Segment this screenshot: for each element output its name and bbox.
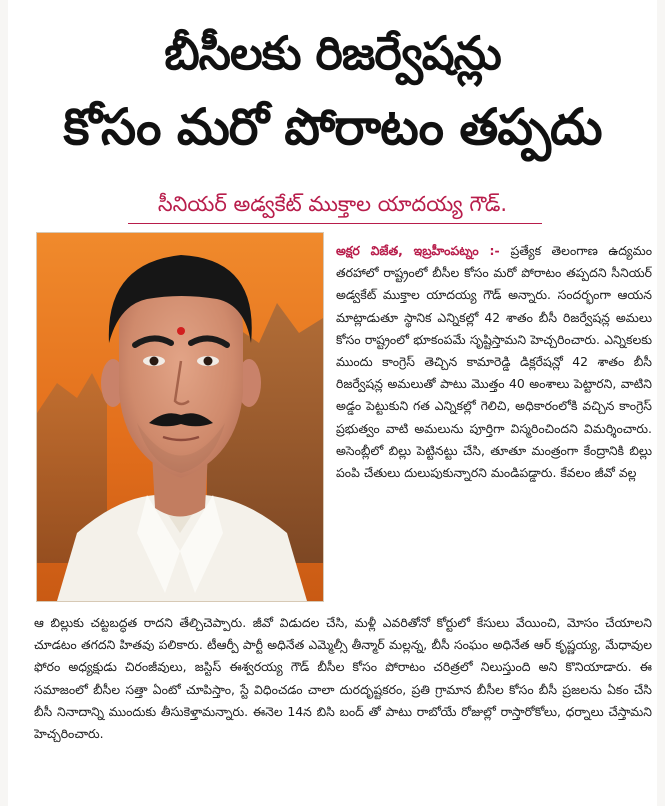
portrait-illustration (37, 233, 323, 601)
subheadline-underline (128, 223, 542, 224)
headline-line-1: బీసీలకు రిజర్వేషన్లు (164, 26, 501, 80)
article-body-full-width: ఆ బిల్లుకు చట్టబద్ధత రాదని తేల్చిచెప్పారు. జీవో విడుదల చేసి, మళ్లీ ఎవరితోనో కోర్టులో కేసులు వేయించి, మోసం చేయాలని చూడటం తగదని హితవు పలికారు. టీఆర్పీ పార్టీ అధినేత ఎమ్మెల్సీ తీన్మార్ మల్లన్న, బీసీ సంఘం అధినేత ఆర్ కృష్ణయ్య, మేధావుల ఫోరం అధ్యక్షుడు చిరంజీవులు, జస్టిస్ ఈశ్వరయ్య గౌడ్ బీసీల కోసం పోరాటం చరిత్రలో నిలుస్తుంది అని కొనియాడారు. ఈ సమాజంలో బీసీల సత్తా ఏంటో చూపిస్తాం, స్టే విధించడం చాలా దురదృష్టకరం, ప్రతి గ్రామాన బీసీల కోసం బీసీ ప్రజలను ఏకం చేసి బీసీ నినాదాన్ని ముందుకు తీసుకెళ్తామన్నారు. ఈనెల 14న బిసి బంద్ తో పాటు రాబోయే రోజుల్లో రాస్తారోకోలు, ధర్నాలు చేస్తామని హెచ్చరించారు. (34, 615, 652, 742)
article-body-column (336, 240, 652, 612)
dateline: అక్షర విజేత, ఇబ్రహీంపట్నం :- (336, 243, 511, 258)
newspaper-page (8, 0, 657, 806)
subheadline: సీనియర్ అడ్వకేట్ ముక్తాల యాదయ్య గౌడ్. (157, 192, 508, 216)
next-article-cut (8, 796, 657, 806)
portrait-photo (36, 232, 324, 602)
article-body-part-1: ప్రత్యేక తెలంగాణ ఉద్యమం తరహాలో రాష్ట్రంలో బీసీల కోసం మరో పోరాటం తప్పదని సీనియర్ అడ్వకేట్ ముక్తాల యాదయ్య గౌడ్ అన్నారు. సందర్భంగా ఆయన మాట్లాడుతూ స్థానిక ఎన్నికల్లో 42 శాతం బీసీ రిజర్వేషన్ల అమలు కోసం రాష్ట్రంలో భూకంపమే సృష్టిస్తామని హెచ్చరించారు. ఎన్నికలకు ముందు కాంగ్రెస్ తెచ్చిన కామారెడ్డి డిక్లరేషన్లో 42 శాతం బీసీ రిజర్వేషన్ల అమలుతో పాటు మొత్తం 40 అంశాలు పెట్టారని, వాటిని అడ్డం పెట్టుకుని గత ఎన్నికల్లో గెలిచి, అధికారంలోకి వచ్చిన కాంగ్రెస్ ప్రభుత్వం వాటి అమలును పూర్తిగా విస్మరించిందని విమర్శించారు. అసెంబ్లీలో బిల్లు పెట్టినట్టు చేసి, తూతూ మంత్రంగా కేంద్రానికి బిల్లు పంపి చేతులు దులుపుకున్నారని మండిపడ్డారు. కేవలం జీవో వల్ల (336, 243, 652, 481)
headline-line-2: కోసం మరో పోరాటం తప్పదు (63, 98, 602, 156)
